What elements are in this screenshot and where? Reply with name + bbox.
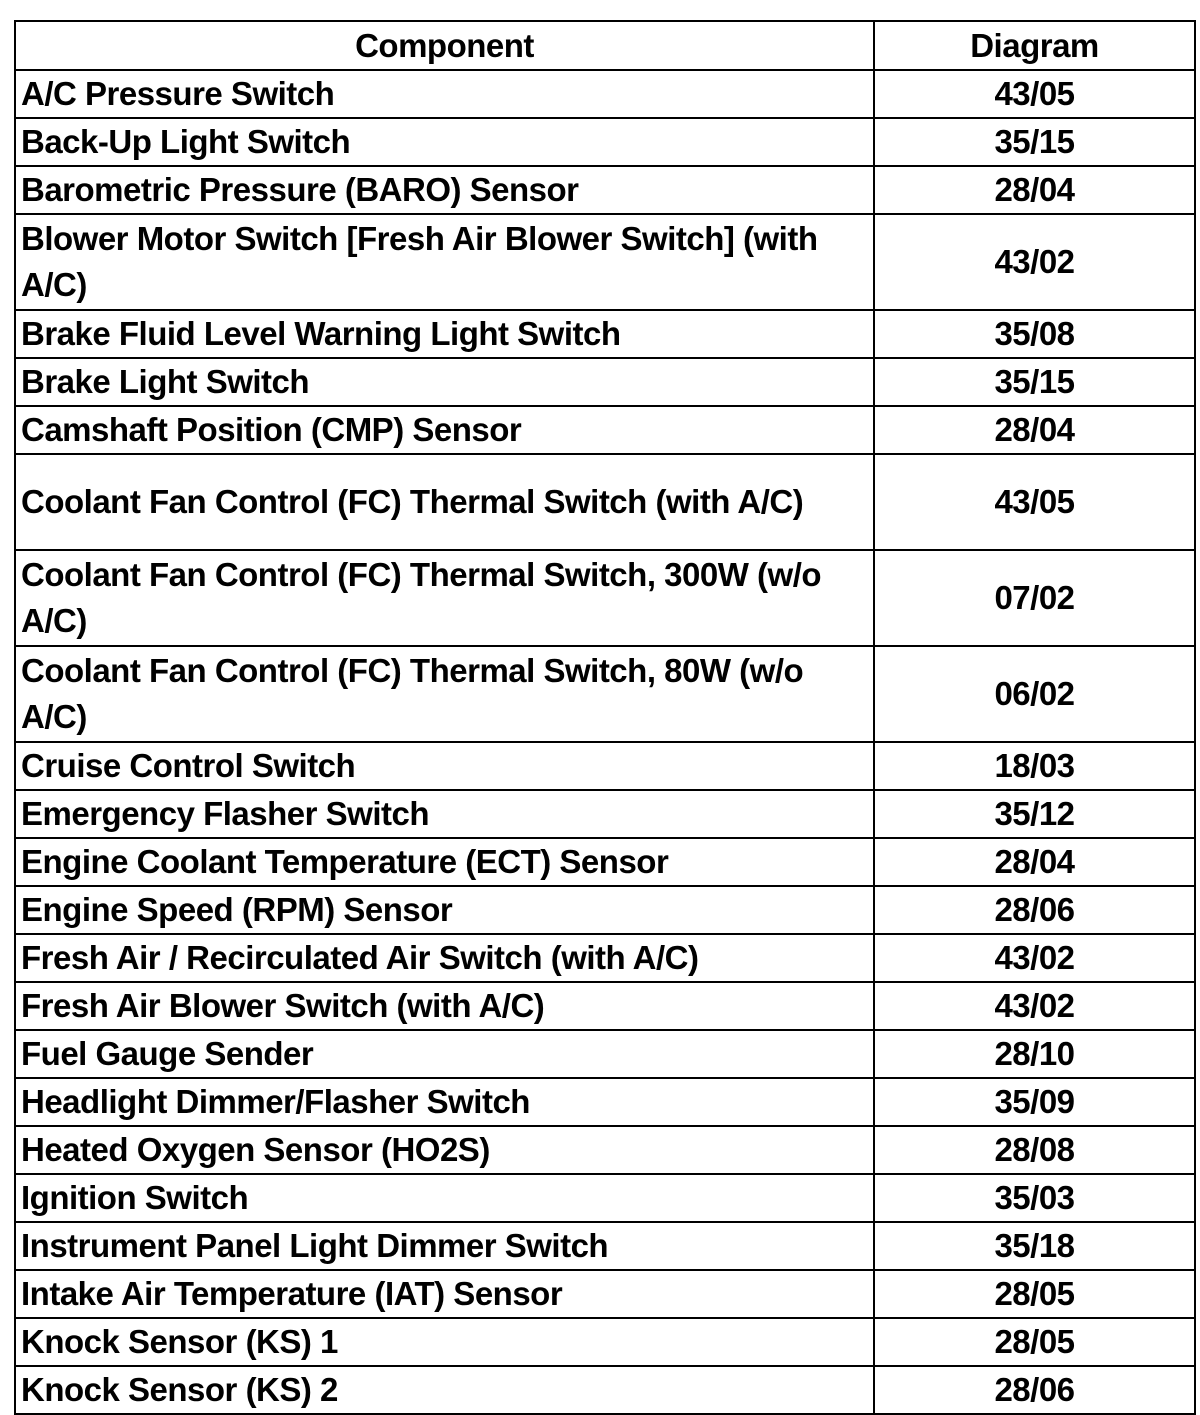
- diagram-cell: 28/10: [874, 1030, 1195, 1078]
- table-row: [15, 118, 1195, 166]
- table-row: [15, 550, 1195, 646]
- component-cell: Fuel Gauge Sender: [15, 1030, 874, 1078]
- component-cell: Engine Speed (RPM) Sensor: [15, 886, 874, 934]
- diagram-cell: 35/18: [874, 1222, 1195, 1270]
- diagram-cell: 35/15: [874, 118, 1195, 166]
- component-cell: Ignition Switch: [15, 1174, 874, 1222]
- component-cell: Knock Sensor (KS) 2: [15, 1366, 874, 1414]
- diagram-cell: 07/02: [874, 550, 1195, 646]
- diagram-cell: 35/03: [874, 1174, 1195, 1222]
- diagram-cell: 35/09: [874, 1078, 1195, 1126]
- table-row: [15, 1270, 1195, 1318]
- table-row: [15, 406, 1195, 454]
- table-row: [15, 1318, 1195, 1366]
- diagram-cell: 28/06: [874, 1366, 1195, 1414]
- table-body: [15, 70, 1195, 1414]
- component-cell: Barometric Pressure (BARO) Sensor: [15, 166, 874, 214]
- component-cell: Knock Sensor (KS) 1: [15, 1318, 874, 1366]
- table-row: [15, 742, 1195, 790]
- diagram-cell: 28/05: [874, 1270, 1195, 1318]
- component-cell: Instrument Panel Light Dimmer Switch: [15, 1222, 874, 1270]
- component-cell: Coolant Fan Control (FC) Thermal Switch (with A/C): [15, 454, 874, 550]
- component-diagram-table: [14, 20, 1196, 1415]
- table-row: [15, 982, 1195, 1030]
- table-row: [15, 790, 1195, 838]
- diagram-cell: 43/05: [874, 454, 1195, 550]
- table-row: [15, 934, 1195, 982]
- diagram-cell: 35/08: [874, 310, 1195, 358]
- table-row: [15, 454, 1195, 550]
- component-cell: Coolant Fan Control (FC) Thermal Switch, 300W (w/o A/C): [15, 550, 874, 646]
- component-cell: A/C Pressure Switch: [15, 70, 874, 118]
- diagram-cell: 43/05: [874, 70, 1195, 118]
- table-row: [15, 1222, 1195, 1270]
- table-row: [15, 310, 1195, 358]
- diagram-cell: 28/08: [874, 1126, 1195, 1174]
- diagram-cell: 28/04: [874, 838, 1195, 886]
- component-cell: Cruise Control Switch: [15, 742, 874, 790]
- table-row: [15, 70, 1195, 118]
- component-cell: Blower Motor Switch [Fresh Air Blower Switch] (with A/C): [15, 214, 874, 310]
- component-cell: Brake Fluid Level Warning Light Switch: [15, 310, 874, 358]
- diagram-cell: 28/04: [874, 406, 1195, 454]
- component-cell: Intake Air Temperature (IAT) Sensor: [15, 1270, 874, 1318]
- header-row: [15, 21, 1195, 70]
- component-cell: Back-Up Light Switch: [15, 118, 874, 166]
- diagram-cell: 28/05: [874, 1318, 1195, 1366]
- diagram-cell: 43/02: [874, 214, 1195, 310]
- component-cell: Emergency Flasher Switch: [15, 790, 874, 838]
- table-row: [15, 1030, 1195, 1078]
- component-cell: Heated Oxygen Sensor (HO2S): [15, 1126, 874, 1174]
- diagram-cell: 35/12: [874, 790, 1195, 838]
- component-column-header: Component: [15, 21, 874, 70]
- table-row: [15, 358, 1195, 406]
- diagram-column-header: Diagram: [874, 21, 1195, 70]
- table-row: [15, 1078, 1195, 1126]
- table-row: [15, 886, 1195, 934]
- component-cell: Fresh Air Blower Switch (with A/C): [15, 982, 874, 1030]
- component-cell: Headlight Dimmer/Flasher Switch: [15, 1078, 874, 1126]
- component-cell: Brake Light Switch: [15, 358, 874, 406]
- diagram-cell: 35/15: [874, 358, 1195, 406]
- table-row: [15, 838, 1195, 886]
- diagram-cell: 06/02: [874, 646, 1195, 742]
- diagram-cell: 28/04: [874, 166, 1195, 214]
- component-cell: Coolant Fan Control (FC) Thermal Switch, 80W (w/o A/C): [15, 646, 874, 742]
- table-row: [15, 1366, 1195, 1414]
- table-row: [15, 214, 1195, 310]
- table-row: [15, 166, 1195, 214]
- table-row: [15, 1174, 1195, 1222]
- component-cell: Engine Coolant Temperature (ECT) Sensor: [15, 838, 874, 886]
- diagram-cell: 18/03: [874, 742, 1195, 790]
- table-row: [15, 1126, 1195, 1174]
- diagram-cell: 43/02: [874, 934, 1195, 982]
- component-cell: Fresh Air / Recirculated Air Switch (with A/C): [15, 934, 874, 982]
- diagram-cell: 43/02: [874, 982, 1195, 1030]
- component-cell: Camshaft Position (CMP) Sensor: [15, 406, 874, 454]
- table-row: [15, 646, 1195, 742]
- diagram-cell: 28/06: [874, 886, 1195, 934]
